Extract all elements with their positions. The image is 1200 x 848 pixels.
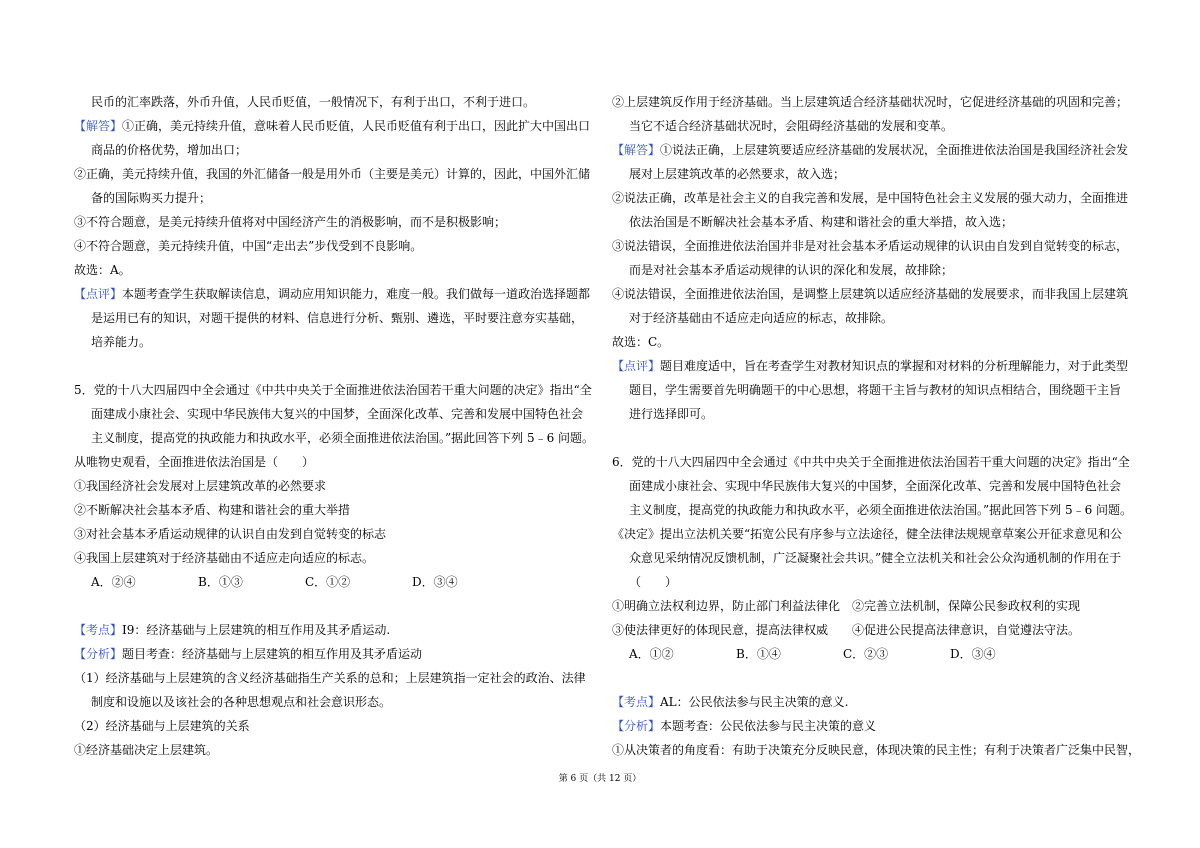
comment-line — [74, 282, 614, 306]
text-line: ③说法错误，全面推进依法治国并非是对社会基本矛盾运动规律的认识由自发到自觉转变的标志， — [612, 239, 1129, 253]
analysis-text: 题目考查：经济基础与上层建筑的相互作用及其矛盾运动 — [122, 647, 423, 661]
point-tag: 【考点】 — [612, 695, 661, 709]
question-6-options — [612, 642, 1152, 666]
text-line: 展对上层建筑改革的必然要求，故入选； — [629, 167, 846, 181]
analysis-line — [74, 642, 614, 666]
text-line: （2）经济基础与上层建筑的关系 — [74, 719, 250, 733]
statement-1: ①我国经济社会发展对上层建筑改革的必然要求 — [74, 479, 327, 493]
page-footer: 第 6 页（共 12 页） — [558, 774, 642, 784]
text-line: ④不符合题意，美元持续升值，中国“走出去”步伐受到不良影响。 — [74, 239, 423, 253]
text-line: 进行选择即可。 — [629, 407, 714, 421]
question-5-prompt: 从唯物史观看，全面推进依法治国是（ ） — [74, 455, 315, 469]
option-d: D．③④ — [950, 647, 996, 661]
answer-tag: 【解答】 — [612, 143, 661, 157]
analysis-tag: 【分析】 — [612, 719, 661, 733]
text-line: ①经济基础决定上层建筑。 — [74, 743, 219, 757]
text-line: 培养能力。 — [91, 335, 152, 349]
choice-result: 故选：A。 — [74, 263, 131, 277]
left-column — [74, 90, 614, 762]
comment-line — [612, 354, 1152, 378]
question-5-options — [74, 570, 614, 594]
text-line: 制度和设施以及该社会的各种思想观点和社会意识形态。 — [91, 695, 392, 709]
text-line: ②说法正确，改革是社会主义的自我完善和发展，是中国特色社会主义发展的强大动力，全面推进 — [612, 191, 1129, 205]
text-line: 而是对社会基本矛盾运动规律的认识的深化和发展，故排除； — [629, 263, 954, 277]
text-line: 对于经济基础由不适应走向适应的标志，故排除。 — [629, 311, 894, 325]
text-line: ①从决策者的角度看：有助于决策充分反映民意，体现决策的民主性；有利于决策者广泛集中民智， — [612, 743, 1141, 757]
choice-result: 故选：C。 — [612, 335, 670, 349]
text-line: 当它不适合经济基础状况时，会阻碍经济基础的发展和变革。 — [629, 119, 954, 133]
comment-tag: 【点评】 — [612, 359, 661, 373]
answer-text: ①说法正确，上层建筑要适应经济基础的发展状况，全面推进依法治国是我国经济社会发 — [660, 143, 1129, 157]
option-c: C．①② — [305, 575, 351, 589]
statement-2: ②不断解决社会基本矛盾、构建和谐社会的重大举措 — [74, 503, 351, 517]
option-b: B．①④ — [736, 647, 781, 661]
text-line: 题目，学生需要首先明确题干的中心思想，将题干主旨与教材的知识点相结合，围绕题干主旨 — [629, 383, 1122, 397]
statement-4: ④我国上层建筑对于经济基础由不适应走向适应的标志。 — [74, 551, 375, 565]
text-line: 主义制度，提高党的执政能力和执政水平，必须全面推进依法治国。”据此回答下列 5﹣6 问题。 — [629, 503, 1133, 517]
question-6-stem: 6．党的十八大四届四中全会通过《中共中央关于全面推进依法治国若干重大问题的决定》指出“全 — [612, 455, 1130, 469]
right-column — [612, 90, 1152, 762]
point-text: AL：公民依法参与民主决策的意义. — [660, 695, 849, 709]
statements-3-4: ③使法律更好的体现民意，提高法律权威 ④促进公民提高法律意识，自觉遵法守法。 — [612, 623, 1081, 637]
comment-text: 题目难度适中，旨在考查学生对教材知识点的掌握和对材料的分析理解能力，对于此类型 — [660, 359, 1129, 373]
question-5-stem: 5．党的十八大四届四中全会通过《中共中央关于全面推进依法治国若干重大问题的决定》指出“全 — [74, 383, 592, 397]
text-line: ③不符合题意，是美元持续升值将对中国经济产生的消极影响，而不是积极影响； — [74, 215, 507, 229]
answer-text: ①正确，美元持续升值，意味着人民币贬值，人民币贬值有利于出口，因此扩大中国出口 — [122, 119, 591, 133]
text-line: 主义制度，提高党的执政能力和执政水平，必须全面推进依法治国。”据此回答下列 5﹣6 问题。 — [91, 431, 595, 445]
point-text: I9：经济基础与上层建筑的相互作用及其矛盾运动. — [122, 623, 391, 637]
statement-3: ③对社会基本矛盾运动规律的认识自由发到自觉转变的标志 — [74, 527, 387, 541]
analysis-tag: 【分析】 — [74, 647, 123, 661]
text-line: 《决定》提出立法机关要“拓宽公民有序参与立法途径，健全法律法规规章草案公开征求意见和公 — [612, 527, 1123, 541]
option-a: A．②④ — [91, 575, 136, 589]
point-tag: 【考点】 — [74, 623, 123, 637]
text-line: ④说法错误，全面推进依法治国，是调整上层建筑以适应经济基础的发展要求，而非我国上层建筑 — [612, 287, 1129, 301]
answer-line — [74, 114, 614, 138]
text-line: 是运用已有的知识，对题干提供的材料、信息进行分析、甄别、遴选，平时要注意夯实基础， — [91, 311, 584, 325]
comment-text: 本题考查学生获取解读信息，调动应用知识能力，难度一般。我们做每一道政治选择题都 — [122, 287, 591, 301]
answer-line — [612, 138, 1152, 162]
text-line: 商品的价格优势，增加出口； — [91, 143, 248, 157]
option-d: D．③④ — [412, 575, 458, 589]
answer-tag: 【解答】 — [74, 119, 123, 133]
point-line — [74, 618, 614, 642]
analysis-text: 本题考查：公民依法参与民主决策的意义 — [660, 719, 877, 733]
text-line: 备的国际购买力提升； — [91, 191, 212, 205]
text-line: 依法治国是不断解决社会基本矛盾、构建和谐社会的重大举措，故入选； — [629, 215, 1014, 229]
option-b: B．①③ — [198, 575, 243, 589]
comment-tag: 【点评】 — [74, 287, 123, 301]
statements-1-2: ①明确立法权利边界，防止部门利益法律化 ②完善立法机制，保障公民参政权利的实现 — [612, 599, 1081, 613]
analysis-line — [612, 714, 1152, 738]
option-a: A．①② — [629, 647, 674, 661]
text-line: 面建成小康社会、实现中华民族伟大复兴的中国梦，全面深化改革、完善和发展中国特色社会 — [629, 479, 1122, 493]
text-line: ②正确，美元持续升值，我国的外汇储备一般是用外币（主要是美元）计算的，因此，中国外汇储 — [74, 167, 591, 181]
text-line: 民币的汇率跌落，外币升值，人民币贬值，一般情况下，有利于出口，不利于进口。 — [91, 95, 536, 109]
text-line: 面建成小康社会、实现中华民族伟大复兴的中国梦，全面深化改革、完善和发展中国特色社会 — [91, 407, 584, 421]
point-line — [612, 690, 1152, 714]
text-line: （1）经济基础与上层建筑的含义经济基础指生产关系的总和；上层建筑指一定社会的政治、法律 — [74, 671, 586, 685]
option-c: C．②③ — [843, 647, 889, 661]
question-6-blank: （ ） — [629, 575, 678, 589]
text-line: 众意见采纳情况反馈机制，广泛凝聚社会共识。”健全立法机关和社会公众沟通机制的作用在于 — [629, 551, 1122, 565]
text-line: ②上层建筑反作用于经济基础。当上层建筑适合经济基础状况时，它促进经济基础的巩固和完善； — [612, 95, 1129, 109]
